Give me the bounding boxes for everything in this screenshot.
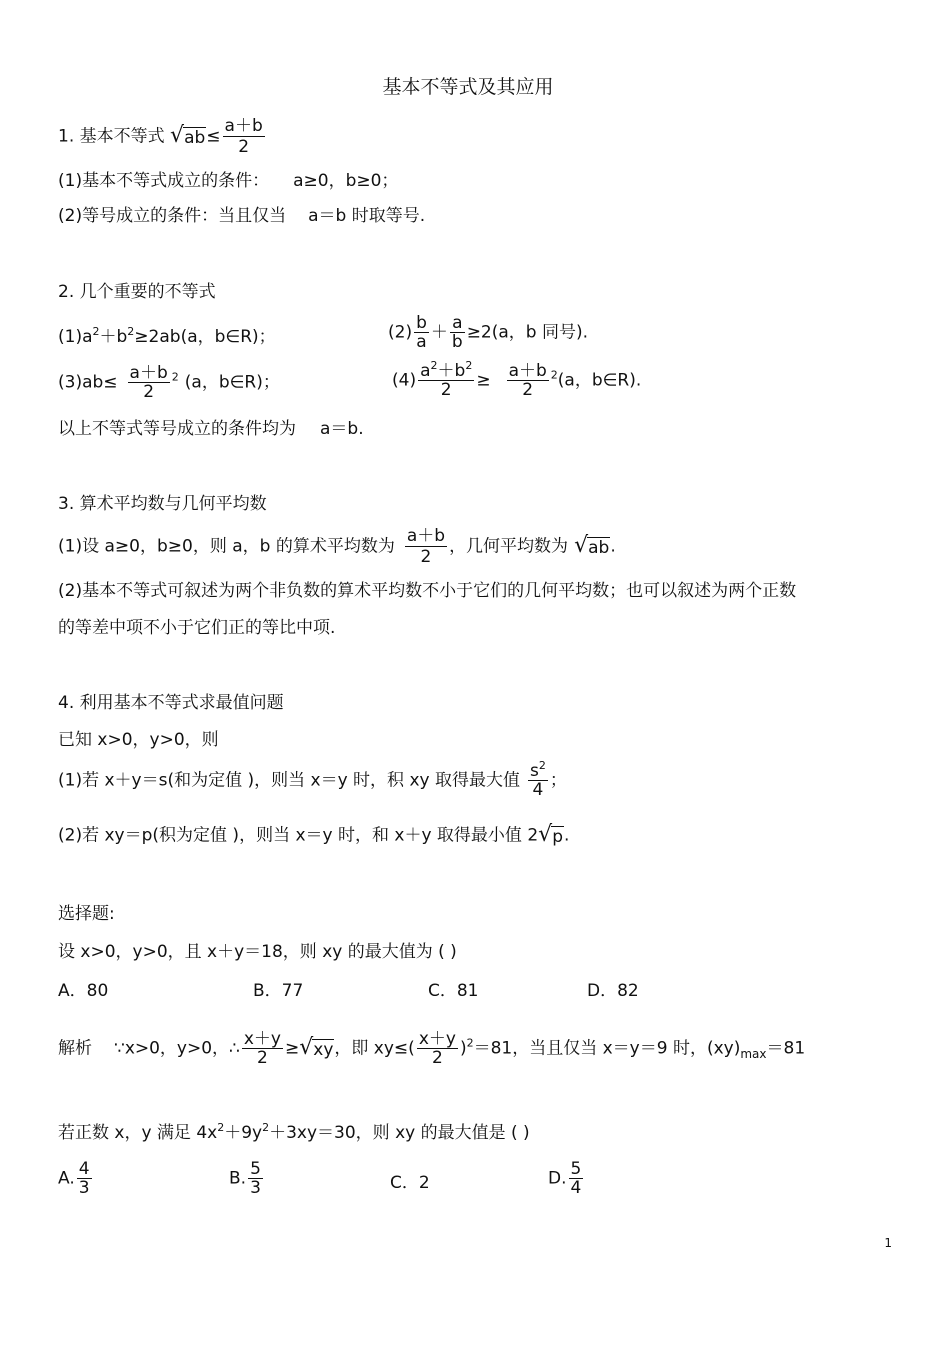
question-2-option-d[interactable]: D. $\frac{5}{4}$ [548,1159,582,1198]
fraction-a-plus-b-over-2: $\frac{a+b}{2}$ [508,361,547,400]
inequality-note: 以上不等式等号成立的条件均为 a＝b. [58,419,364,439]
fraction-a-plus-b-over-2: $\frac{a+b}{2}$ [129,363,168,402]
section-3-heading: 3. 算术平均数与几何平均数 [58,494,267,514]
page-title: 基本不等式及其应用 [382,76,554,98]
section-3-item-2-line-2: 的等差中项不小于它们正的等比中项. [58,618,336,638]
section-4-item-2: (2)若 xy＝p(积为定值 )，则当 x＝y 时，和 x＋y 取得最小值 2 √ p . [58,822,570,847]
fraction-a-over-b: $\frac{a}{b}$ [451,313,463,352]
question-1-solution: 解析 ∵x>0，y>0，∴ $\frac{x+y}{2}$ ≥ √ xy ，即 xy≤( $\frac{x+y}{2}$ )$^2$＝81，当且仅当 x＝y＝9 时，$(xy)_{max}=81$ [58,1029,806,1068]
fraction-x-plus-y-over-2: $\frac{x+y}{2}$ [418,1029,456,1068]
question-2-option-c[interactable]: C．2 [390,1173,430,1193]
section-4-given: 已知 x>0，y>0，则 [58,730,219,750]
fraction-b-over-a: $\frac{b}{a}$ [416,313,427,352]
section-1-condition-2: (2)等号成立的条件：当且仅当 a＝b 时取等号. [58,206,426,226]
section-2-heading: 2. 几个重要的不等式 [58,282,216,302]
inequality-3: (3)ab≤ $\frac{a+b}{2}$ $^2$ (a，b∈R)； [58,363,280,402]
section-1-condition-1: (1)基本不等式成立的条件： a≥0，b≥0； [58,171,399,191]
sqrt-ab: √ ab [574,533,610,558]
section-4-heading: 4. 利用基本不等式求最值问题 [58,693,284,713]
question-1-stem: 设 x>0，y>0，且 x＋y＝18，则 xy 的最大值为 ( ) [58,942,457,962]
section-4-item-1: (1)若 x＋y＝s(和为定值 )，则当 x＝y 时，积 xy 取得最大值 $\frac{s^2}{4}$ ； [58,759,567,800]
inequality-2: (2) $\frac{b}{a}$ ＋ $\frac{a}{b}$ ≥2(a，b 同号). [388,313,589,352]
question-1-option-b[interactable]: B．77 [253,981,304,1001]
sqrt-ab: √ ab [170,123,206,148]
sqrt-p: √ p [538,822,563,847]
fraction-a-plus-b-over-2: $\frac{a+b}{2}$ [406,526,446,567]
question-1-option-c[interactable]: C．81 [428,981,479,1001]
fraction-a-plus-b-over-2: $\frac{a+b}{2}$ [224,116,263,157]
fraction-s2-over-4: $\frac{s^2}{4}$ [530,759,546,800]
inequality-4: (4) $\frac{a^2+b^2}{2}$ ≥ $\frac{a+b}{2}$ $^2$(a，b∈R). [392,359,642,400]
fraction-x-plus-y-over-2: $\frac{x+y}{2}$ [243,1029,281,1068]
sqrt-xy: √ xy [299,1035,334,1060]
question-1-option-a[interactable]: A．80 [58,981,109,1001]
section-1-heading-text: 1. 基本不等式 [58,126,171,147]
fraction-a2-plus-b2-over-2: $\frac{a^2+b^2}{2}$ [420,359,473,400]
inequality-1: $(1)a^2+b^2\ge 2ab(a$，b∈R)； [58,325,276,347]
fraction-5-over-4: $\frac{5}{4}$ [570,1159,582,1198]
section-3-item-2-line-1: (2)基本不等式可叙述为两个非负数的算术平均数不小于它们的几何平均数；也可以叙述为两个正数 [58,581,797,601]
page-number: 1 [884,1236,892,1250]
question-2-option-b[interactable]: B. $\frac{5}{3}$ [229,1159,261,1198]
section-1-heading: 1. 基本不等式 √ ab ≤ $\frac{a+b}{2}$ [58,116,263,157]
question-2-option-a[interactable]: A. $\frac{4}{3}$ [58,1159,90,1198]
fraction-5-over-3: $\frac{5}{3}$ [250,1159,261,1198]
section-3-item-1: (1)设 a≥0，b≥0，则 a，b 的算术平均数为 $\frac{a+b}{2}$ ，几何平均数为 √ ab . [58,526,616,567]
fraction-4-over-3: $\frac{4}{3}$ [78,1159,90,1198]
choice-section-label: 选择题: [58,904,115,924]
solution-label: 解析 [58,1038,92,1059]
question-2-stem: 若正数 x，y 满足 $4x^2+9y^2+3xy=30$，则 xy 的最大值是 ( ) [58,1121,530,1143]
question-1-option-d[interactable]: D．82 [587,981,639,1001]
